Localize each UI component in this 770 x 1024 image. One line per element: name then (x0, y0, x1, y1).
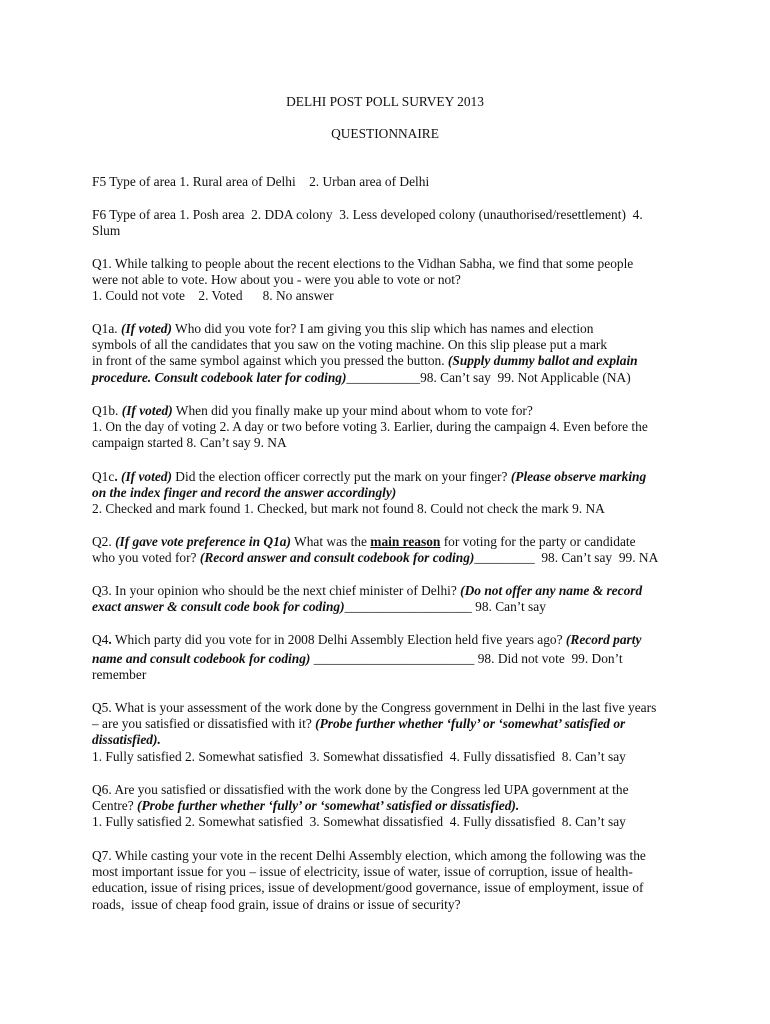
q1c-dot: . (114, 469, 122, 484)
q1b-options-1: 1. On the day of voting 2. A day or two before voting 3. Earlier, during the campaign 4. Even before the (92, 419, 648, 435)
q1a-text: Who did you vote for? I am giving you this slip which has names and election (171, 321, 594, 336)
document-subtitle: QUESTIONNAIRE (331, 126, 439, 141)
q1a-instruction: (Supply dummy ballot and explain (447, 353, 638, 369)
q2-text: What was the (290, 534, 371, 549)
question-q6 (92, 782, 682, 831)
q1a-instruction-cont: procedure. Consult codebook later for coding) (92, 369, 347, 385)
q1c-line-1 (92, 469, 682, 485)
q6-text-2: Centre? (92, 798, 137, 814)
question-q4 (92, 632, 682, 684)
q1c-instruction-cont: on the index finger and record the answer accordingly) (92, 485, 397, 501)
q2-instruction: (Record answer and consult codebook for coding) (199, 550, 475, 566)
q1a-options: ___________98. Can’t say 99. Not Applicable (NA) (346, 369, 631, 385)
q2-condition: (If gave vote preference in Q1a) (115, 534, 291, 549)
q2-line-2 (92, 550, 682, 566)
q1a-prefix: Q1a. (92, 321, 122, 336)
q1a-line-4 (92, 370, 682, 386)
q1c-prefix: Q1c (92, 469, 115, 484)
q7-line-3: education, issue of rising prices, issue of development/good governance, issue of employment, issue of (92, 880, 644, 896)
question-q7 (92, 848, 682, 913)
q6-line-2 (92, 798, 682, 814)
q5-instruction: (Probe further whether ‘fully’ or ‘somewhat’ satisfied or (315, 716, 626, 732)
q1a-line-2: symbols of all the candidates that you saw on the voting machine. On this slip please put a mark (92, 337, 608, 353)
q4-line-1 (92, 632, 682, 648)
q4-line-2 (92, 651, 682, 667)
q6-instruction: (Probe further whether ‘fully’ or ‘somewhat’ satisfied or dissatisfied). (136, 798, 520, 814)
q4-options: ________________________ 98. Did not vote 99. Don’t (310, 651, 623, 667)
question-q3 (92, 583, 682, 615)
q5-instruction-cont: dissatisfied). (92, 732, 161, 748)
q2-line-1 (92, 534, 682, 550)
q2-text-2: who you voted for? (92, 550, 200, 566)
q7-line-4: roads, issue of cheap food grain, issue of drains or issue of security? (92, 896, 461, 912)
q1b-prefix: Q1b. (92, 403, 122, 418)
q4-instruction-cont: name and consult codebook for coding) (92, 651, 311, 667)
q2-prefix: Q2. (92, 534, 116, 549)
q3-options: ___________________ 98. Can’t say (344, 599, 546, 615)
q5-options: 1. Fully satisfied 2. Somewhat satisfied 3. Somewhat dissatisfied 4. Fully dissatisfied 8. Can’t say (92, 748, 626, 764)
q6-options: 1. Fully satisfied 2. Somewhat satisfied 3. Somewhat dissatisfied 4. Fully dissatisfied 8. Can’t say (92, 814, 626, 830)
question-q5 (92, 700, 682, 765)
q4-dot: . (108, 632, 112, 647)
question-f6 (92, 207, 682, 239)
q1-line-2: were not able to vote. How about you - were you able to vote or not? (92, 272, 461, 288)
f6-line-1: F6 Type of area 1. Posh area 2. DDA colony 3. Less developed colony (unauthorised/resettlement) 4. (92, 207, 643, 222)
q1a-condition: (If voted) (121, 321, 172, 336)
question-q1c (92, 469, 682, 518)
question-q2 (92, 534, 682, 566)
q4-instruction: (Record party (565, 632, 642, 647)
q4-text: Which party did you vote for in 2008 Delhi Assembly Election held five years ago? (111, 632, 566, 647)
q2-options: _________ 98. Can’t say 99. NA (474, 550, 659, 566)
f6-line-2: Slum (92, 223, 121, 239)
f5-line: F5 Type of area 1. Rural area of Delhi 2. Urban area of Delhi (92, 174, 430, 189)
q1c-condition: (If voted) (121, 469, 172, 484)
q2-main-reason: main reason (370, 534, 441, 549)
q2-text-rest: for voting for the party or candidate (440, 534, 636, 549)
q1c-options: 2. Checked and mark found 1. Checked, but mark not found 8. Could not check the mark 9. NA (92, 501, 605, 517)
q4-line-3: remember (92, 667, 147, 683)
q4-prefix: Q4 (92, 632, 109, 647)
q5-line-2 (92, 716, 682, 732)
q1-options: 1. Could not vote 2. Voted 8. No answer (92, 288, 334, 304)
q1a-text-3: in front of the same symbol against which you pressed the button. (92, 353, 448, 369)
q3-text: Q3. In your opinion who should be the next chief minister of Delhi? (92, 583, 461, 598)
q1a-line-3 (92, 353, 682, 369)
q1c-instruction: (Please observe marking (510, 469, 647, 484)
q7-line-2: most important issue for you – issue of electricity, issue of water, issue of corruption, issue of health- (92, 864, 633, 880)
q3-line-2 (92, 599, 682, 615)
q1c-text: Did the election officer correctly put the mark on your finger? (171, 469, 511, 484)
q6-line-1: Q6. Are you satisfied or dissatisfied with the work done by the Congress led UPA government at the (92, 782, 629, 797)
q7-line-1: Q7. While casting your vote in the recent Delhi Assembly election, which among the following was the (92, 848, 646, 863)
q1b-options-2: campaign started 8. Can’t say 9. NA (92, 435, 287, 451)
q1b-line-1 (92, 403, 682, 419)
q5-line-1: Q5. What is your assessment of the work done by the Congress government in Delhi in the last five years (92, 700, 657, 715)
q1a-line-1 (92, 321, 682, 337)
q5-text-2: – are you satisfied or dissatisfied with it? (92, 716, 316, 732)
q3-instruction-cont: exact answer & consult code book for coding) (92, 599, 345, 615)
question-q1 (92, 256, 682, 305)
q3-instruction: (Do not offer any name & record (460, 583, 643, 598)
q3-line-1 (92, 583, 682, 599)
q1b-text: When did you finally make up your mind about whom to vote for? (172, 403, 533, 418)
q1b-condition: (If voted) (121, 403, 173, 418)
question-q1a (92, 321, 682, 386)
question-q1b (92, 403, 682, 452)
q1-line-1: Q1. While talking to people about the recent elections to the Vidhan Sabha, we find that some people (92, 256, 634, 271)
document-title: DELHI POST POLL SURVEY 2013 (286, 94, 484, 109)
question-f5 (92, 174, 682, 190)
